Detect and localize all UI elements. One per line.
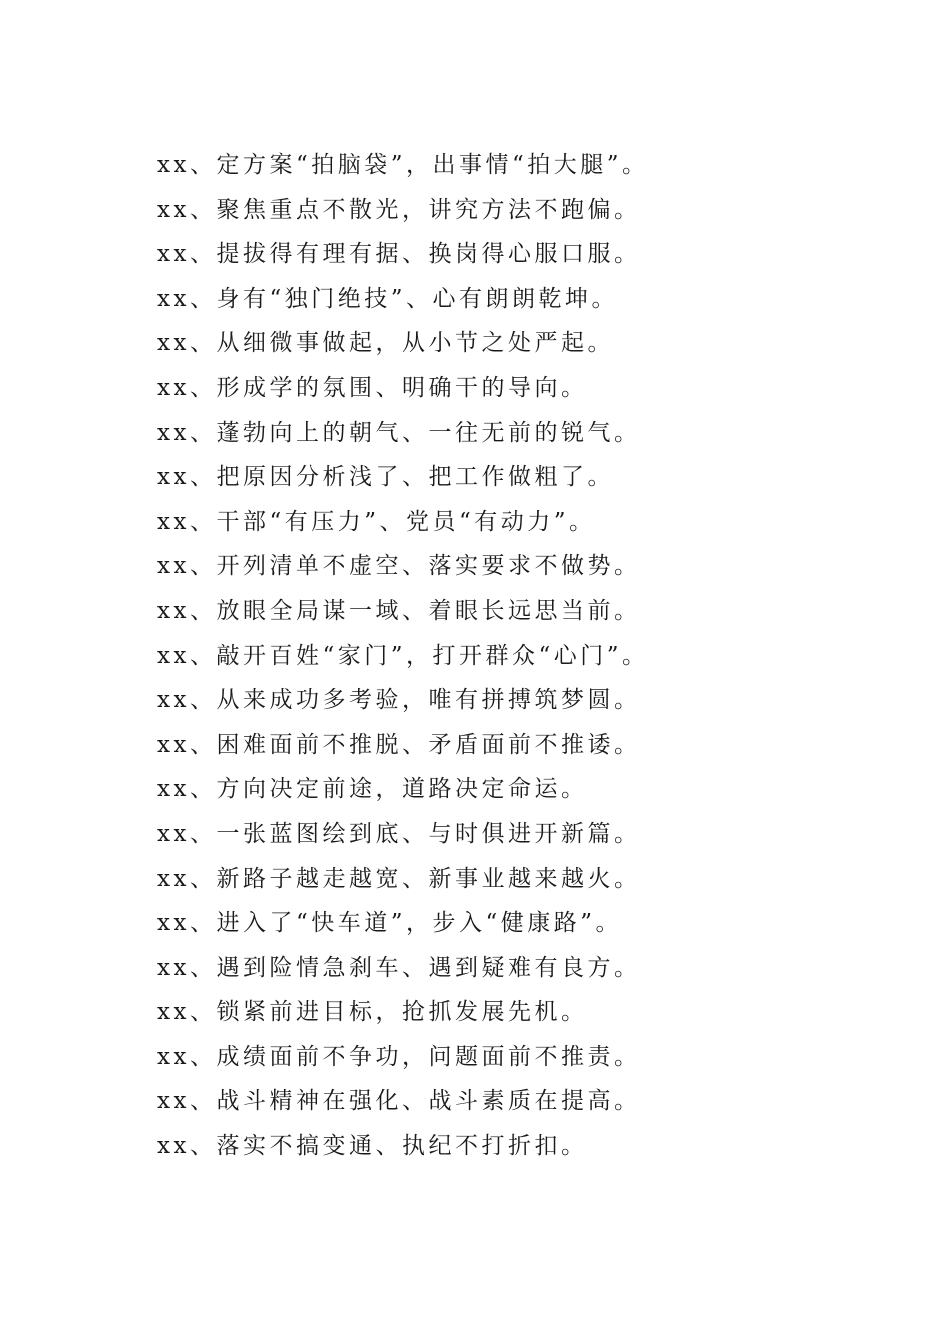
list-item: xx、聚焦重点不散光，讲究方法不跑偏。 (157, 196, 641, 223)
list-item: xx、敲开百姓“家门”，打开群众“心门”。 (157, 642, 649, 669)
list-item: xx、战斗精神在强化、战斗素质在提高。 (157, 1088, 641, 1115)
list-item: xx、成绩面前不争功，问题面前不推责。 (157, 1043, 641, 1070)
list-item: xx、落实不搞变通、执纪不打折扣。 (157, 1133, 588, 1160)
list-item: xx、锁紧前进目标，抢抓发展先机。 (157, 999, 588, 1026)
list-item: xx、方向决定前途，道路决定命运。 (157, 776, 588, 803)
list-item: xx、放眼全局谋一域、着眼长远思当前。 (157, 597, 641, 624)
list-item: xx、干部“有压力”、党员“有动力”。 (157, 508, 596, 535)
list-item: xx、提拔得有理有据、换岗得心服口服。 (157, 241, 641, 268)
list-item: xx、进入了“快车道”，步入“健康路”。 (157, 910, 622, 937)
list-item: xx、困难面前不推脱、矛盾面前不推诿。 (157, 731, 641, 758)
list-item: xx、遇到险情急刹车、遇到疑难有良方。 (157, 954, 641, 981)
list-item: xx、定方案“拍脑袋”，出事情“拍大腿”。 (157, 152, 649, 178)
list-item: xx、把原因分析浅了、把工作做粗了。 (157, 464, 614, 491)
list-item: xx、开列清单不虚空、落实要求不做势。 (157, 553, 641, 580)
list-item: xx、形成学的氛围、明确干的导向。 (157, 374, 588, 401)
list-item: xx、身有“独门绝技”、心有朗朗乾坤。 (157, 285, 618, 312)
list-item: xx、新路子越走越宽、新事业越来越火。 (157, 865, 641, 892)
phrase-list (157, 143, 917, 1169)
list-item: xx、一张蓝图绘到底、与时俱进开新篇。 (157, 820, 641, 847)
list-item: xx、从来成功多考验，唯有拼搏筑梦圆。 (157, 687, 641, 714)
list-item: xx、从细微事做起，从小节之处严起。 (157, 330, 614, 357)
list-item: xx、蓬勃向上的朝气、一往无前的锐气。 (157, 419, 641, 446)
